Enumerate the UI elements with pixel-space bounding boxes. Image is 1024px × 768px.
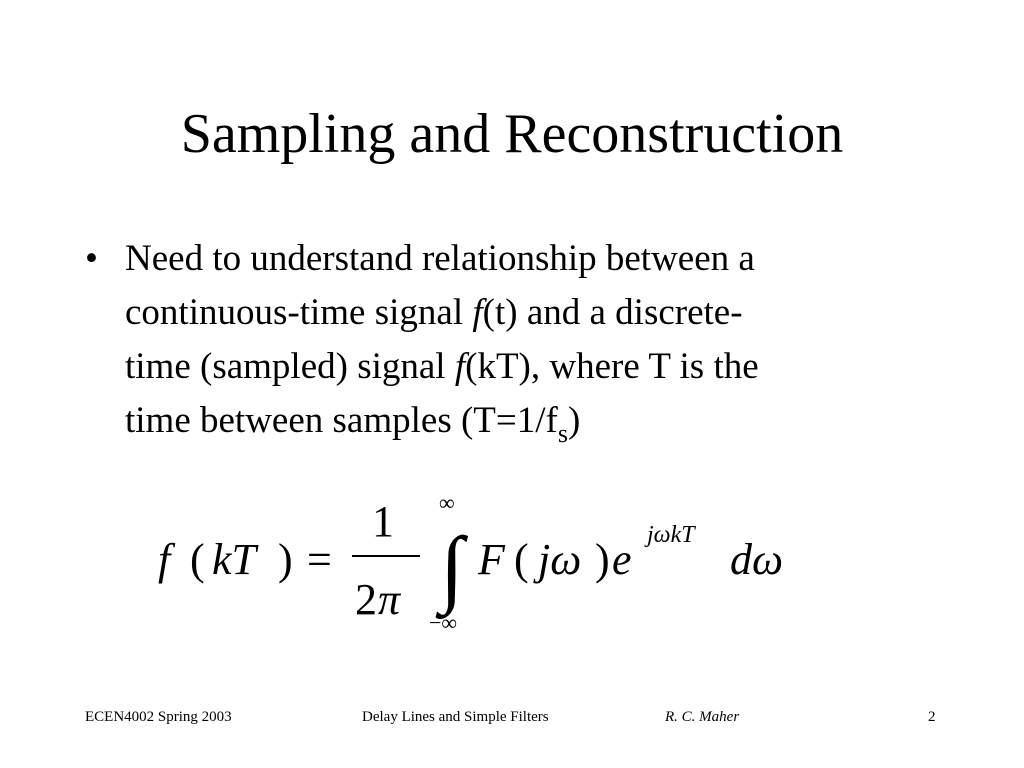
eq-open-paren: ( [514, 535, 529, 584]
eq-F: F [478, 535, 505, 584]
bullet-line-1 [125, 232, 945, 286]
eq-upper-limit: ∞ [439, 490, 455, 515]
eq-lhs-close-paren: ) [278, 535, 293, 584]
bullet-line-2-pre: continuous-time signal [125, 292, 473, 333]
bullet-line-4-post: ) [568, 400, 581, 441]
eq-fraction-numerator: 1 [372, 497, 394, 546]
eq-exponent: jωkT [647, 522, 695, 548]
bullet-item [85, 232, 945, 451]
bullet-line-3 [125, 340, 945, 394]
bullet-line-3-post: (kT), where T is the [465, 346, 759, 387]
eq-close-paren: ) [595, 535, 610, 584]
bullet-line-2-mid: (t) and a discrete- [482, 292, 743, 333]
eq-lhs-open-paren: ( [190, 535, 205, 584]
eq-lhs-kT: kT [212, 535, 256, 584]
eq-fraction-denominator-pi: π [378, 575, 401, 624]
slide-title: Sampling and Reconstruction [180, 103, 844, 165]
eq-equals: = [307, 535, 332, 584]
eq-lhs-f: f [158, 535, 171, 584]
footer-course: ECEN4002 Spring 2003 [85, 709, 232, 725]
eq-lower-limit: −∞ [429, 610, 458, 635]
sampling-equation [150, 480, 830, 640]
footer-topic: Delay Lines and Simple Filters [362, 709, 549, 725]
eq-integral-sign: ∫ [440, 519, 464, 615]
eq-e: e [612, 535, 632, 584]
bullet-line-2 [125, 286, 945, 340]
footer-author: R. C. Maher [665, 709, 740, 725]
function-symbol-f: f [454, 346, 466, 387]
bullet-line-3-pre: time (sampled) signal [125, 346, 455, 387]
bullet-line-1-text: Need to understand relationship between a [125, 238, 755, 279]
bullet-line-4 [125, 394, 945, 451]
footer-page-number: 2 [928, 709, 936, 725]
eq-fraction-denominator-2: 2 [355, 575, 377, 624]
bullet-marker: • [85, 238, 98, 279]
eq-d-omega: dω [730, 535, 784, 584]
subscript-s: s [557, 419, 568, 448]
bullet-line-4-pre: time between samples (T=1/f [125, 400, 558, 441]
function-symbol-f: f [472, 292, 483, 333]
bullet-text [125, 232, 945, 451]
eq-j-omega: jω [538, 535, 582, 584]
